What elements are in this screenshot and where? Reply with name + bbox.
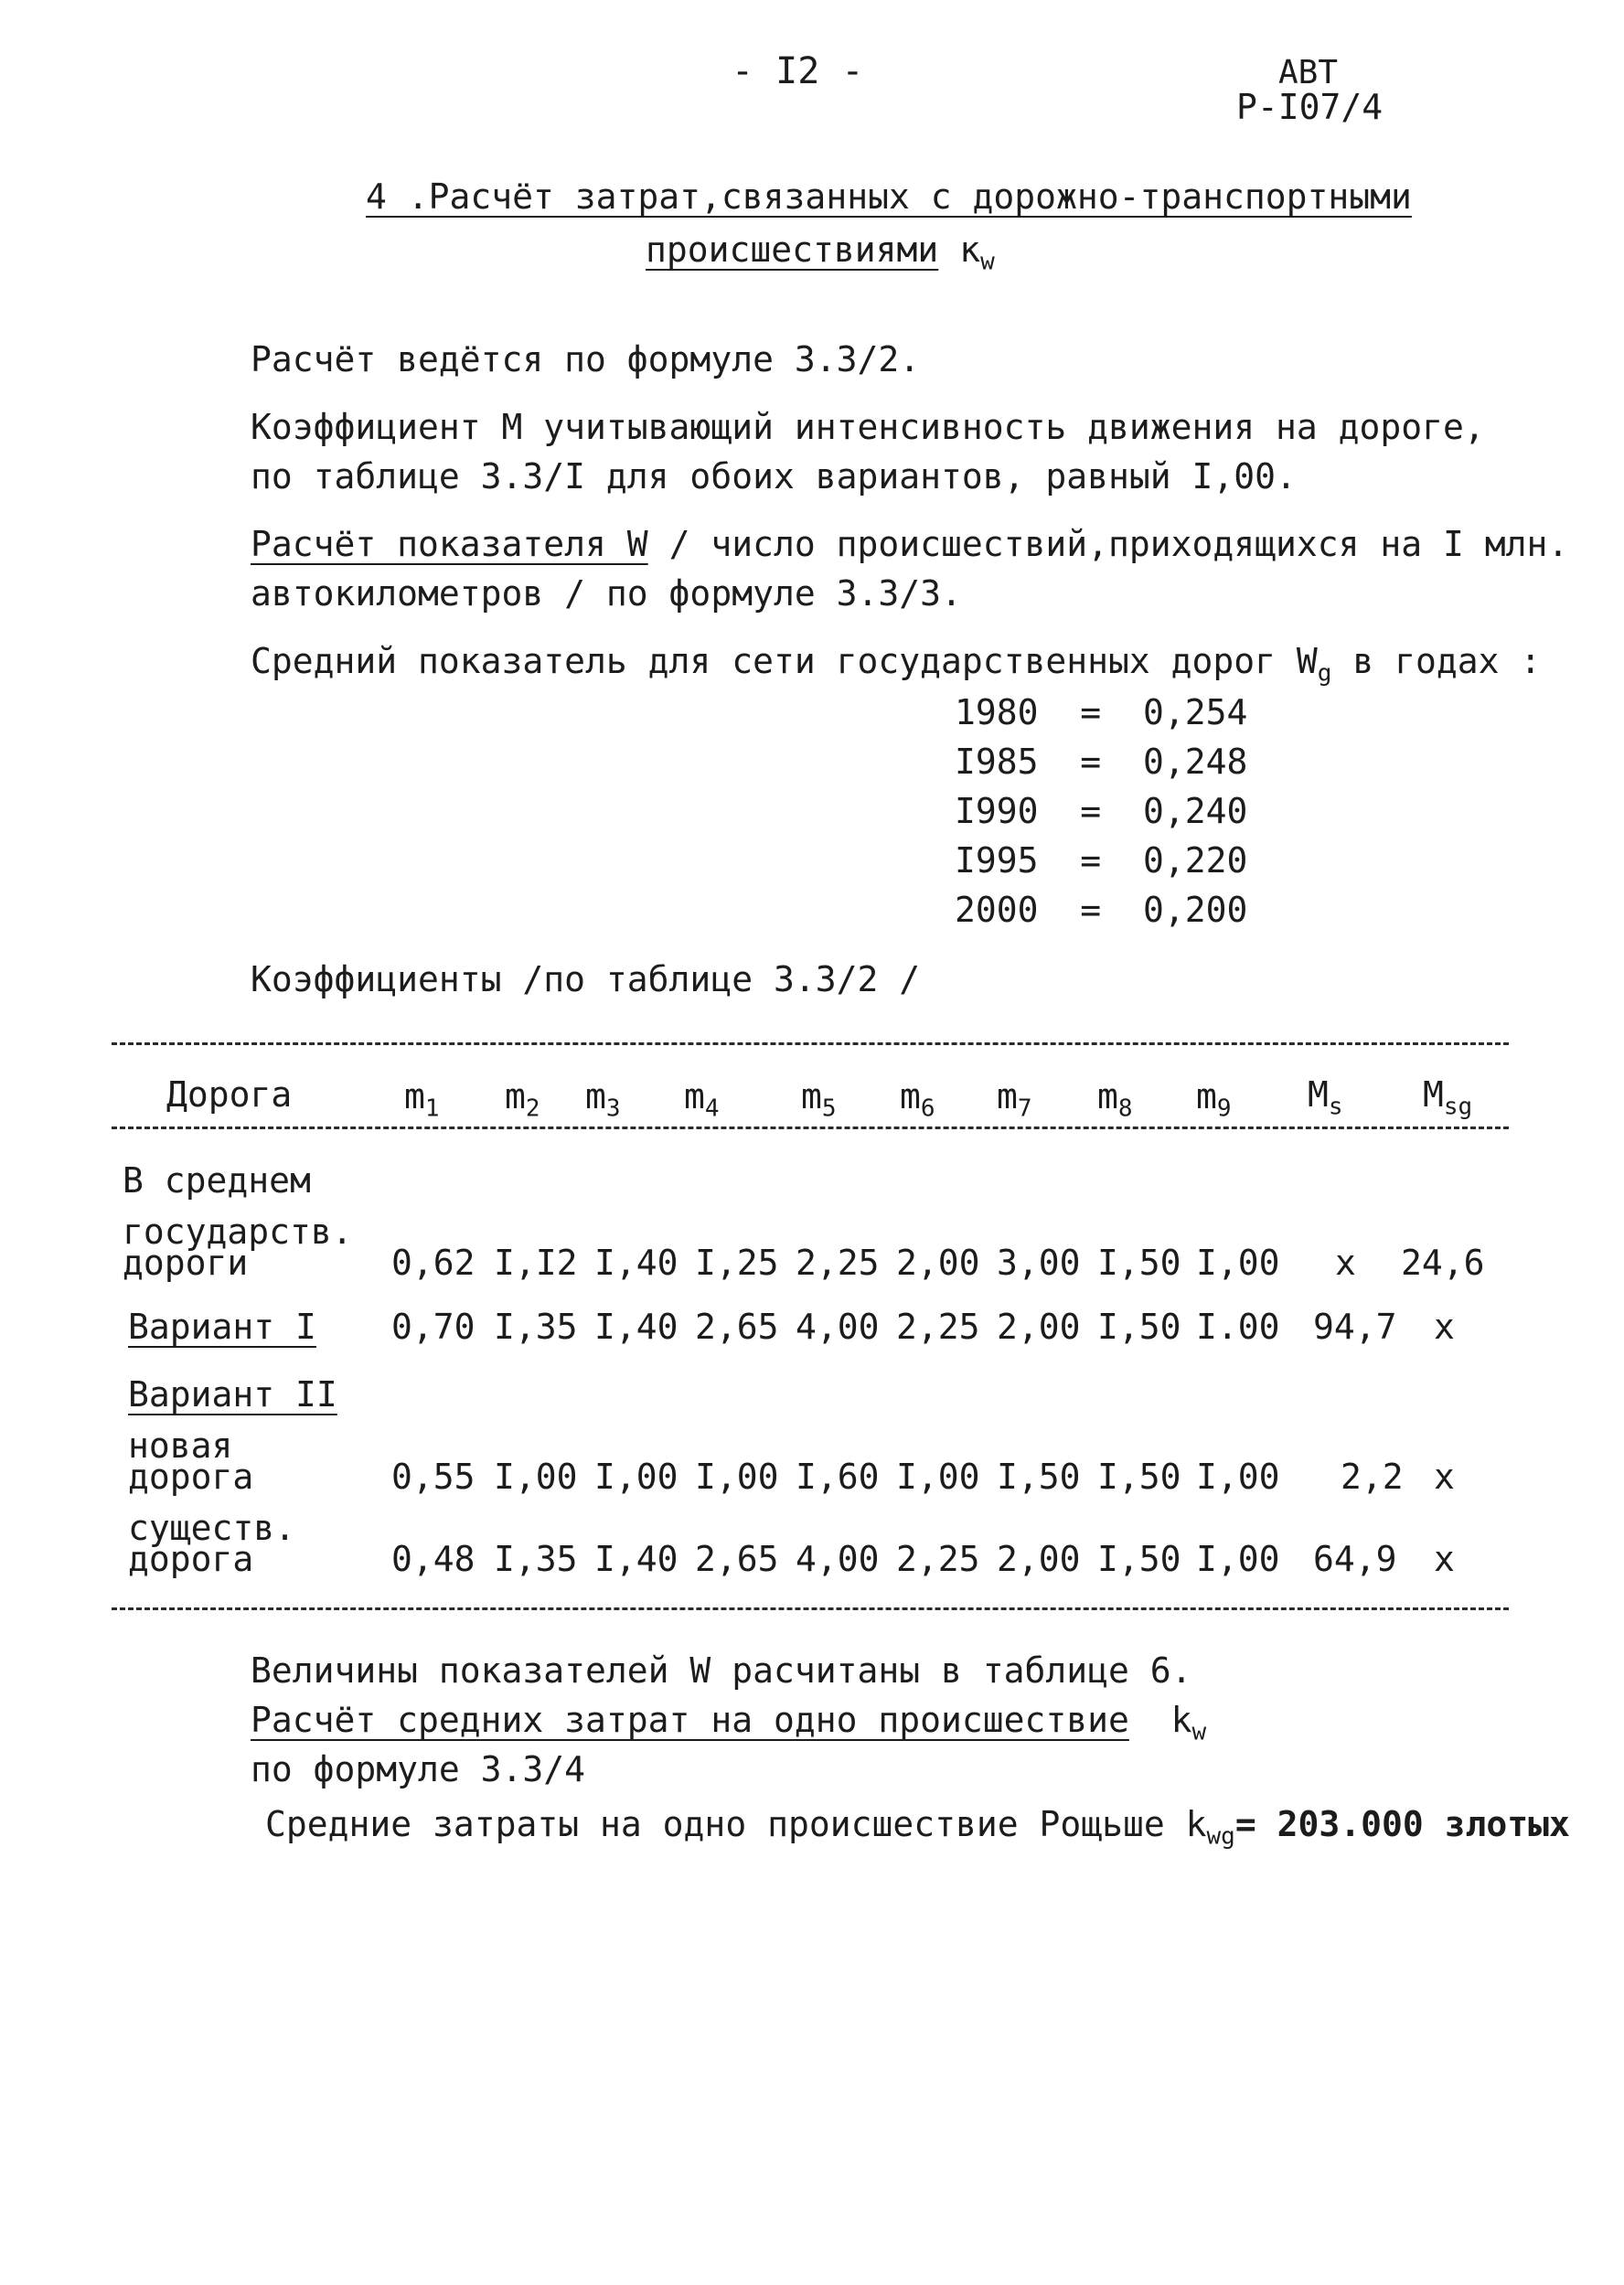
table-cell: 0,70 <box>391 1307 475 1347</box>
row-label-line: Вариант II <box>128 1374 337 1415</box>
year-row: I985 = 0,248 <box>955 742 1248 782</box>
coefficients-heading: Коэффициенты /по таблице 3.3/2 / <box>251 959 921 999</box>
header-msg: $M_{sg}$ <box>1423 1074 1473 1121</box>
section-title-line2-text: происшествиями <box>646 230 939 270</box>
row-label-line: дороги <box>123 1243 249 1283</box>
table-cell: 2,65 <box>695 1539 779 1579</box>
table-cell: I,00 <box>1196 1243 1280 1283</box>
table-cell: I,40 <box>594 1307 678 1347</box>
header-m9: $m_9$ <box>1196 1076 1232 1123</box>
page-number: - I2 - <box>732 50 864 92</box>
row-label-line: дорога <box>128 1539 254 1579</box>
table-cell: 94,7 <box>1313 1307 1397 1347</box>
table-bottom-rule <box>112 1607 1509 1610</box>
table-cell: I,40 <box>594 1243 678 1283</box>
kw-symbol: к <box>959 230 981 270</box>
table-cell: 4,00 <box>796 1307 880 1347</box>
header-ms: $M_s$ <box>1308 1074 1343 1121</box>
row-label-line: В среднем <box>123 1160 311 1201</box>
paragraph-average-indicator <box>251 641 1542 688</box>
table-cell: I,50 <box>1097 1457 1181 1497</box>
table-cell: 24,6 <box>1401 1243 1485 1283</box>
header-m1: $m_1$ <box>404 1076 440 1123</box>
average-cost-value: = 203.000 злотых <box>1234 1804 1570 1844</box>
year-row: I995 = 0,220 <box>955 840 1248 881</box>
average-indicator-end: в годах : <box>1331 641 1542 681</box>
w-description: / число происшествий,приходящихся на I млн. <box>647 524 1569 564</box>
table-cell: 3,00 <box>997 1243 1081 1283</box>
table-cell: 0,62 <box>391 1243 475 1283</box>
average-cost-sub: wg <box>1206 1822 1235 1851</box>
kw-heading-sub: w <box>1191 1718 1207 1746</box>
footer-average-cost <box>265 1804 1570 1851</box>
table-cell: I,00 <box>896 1457 980 1497</box>
table-cell: x <box>1434 1307 1455 1347</box>
table-cell: I,40 <box>594 1539 678 1579</box>
table-cell: 2,25 <box>896 1539 980 1579</box>
table-cell: 2,00 <box>997 1307 1081 1347</box>
table-header-rule <box>112 1126 1509 1129</box>
doc-code-line1: АВТ <box>1278 54 1339 91</box>
year-row: 1980 = 0,254 <box>955 692 1248 732</box>
table-cell: 2,2 <box>1341 1457 1404 1497</box>
header-m3: $m_3$ <box>585 1076 621 1123</box>
table-cell: I,00 <box>594 1457 678 1497</box>
kw-heading-symbol: k <box>1170 1700 1192 1740</box>
table-cell: 0,55 <box>391 1457 475 1497</box>
table-cell: I,50 <box>997 1457 1081 1497</box>
table-cell: I,50 <box>1097 1307 1181 1347</box>
table-cell: 0,48 <box>391 1539 475 1579</box>
wg-subscript: g <box>1317 659 1332 688</box>
footer-formula: по формуле 3.3/4 <box>251 1749 586 1789</box>
table-cell: I,25 <box>695 1243 779 1283</box>
header-m4: $m_4$ <box>684 1076 720 1123</box>
section-title-line2 <box>646 232 995 274</box>
footer-w-values: Величины показателей W расчитаны в таблице 6. <box>251 1650 1192 1691</box>
header-m5: $m_5$ <box>801 1076 837 1123</box>
paragraph-formula: Расчёт ведётся по формуле 3.3/2. <box>251 339 921 379</box>
paragraph-w-line1 <box>251 524 1569 564</box>
row-label-line: государств. <box>123 1212 353 1252</box>
header-m6: $m_6$ <box>900 1076 935 1123</box>
table-cell: 2,25 <box>896 1307 980 1347</box>
kw-heading-text: Расчёт средних затрат на одно происшествие <box>251 1700 1129 1740</box>
kw-subscript: w <box>980 248 995 276</box>
average-cost-text: Средние затраты на одно происшествие Рощьше k <box>265 1804 1207 1844</box>
table-cell: 4,00 <box>796 1539 880 1579</box>
table-cell: x <box>1335 1243 1356 1283</box>
table-cell: I,00 <box>1196 1539 1280 1579</box>
table-cell: x <box>1434 1539 1455 1579</box>
footer-kw-heading <box>251 1700 1207 1746</box>
paragraph-coefficient-line2: по таблице 3.3/I для обоих вариантов, равный I,00. <box>251 456 1297 497</box>
table-top-rule <box>112 1042 1509 1045</box>
table-cell: 2,65 <box>695 1307 779 1347</box>
table-cell: 64,9 <box>1313 1539 1397 1579</box>
row-label-line: новая <box>128 1425 233 1466</box>
table-cell: 2,25 <box>796 1243 880 1283</box>
row-label-line: Вариант I <box>128 1307 316 1347</box>
year-row: 2000 = 0,200 <box>955 890 1248 930</box>
header-m2: $m_2$ <box>505 1076 540 1123</box>
section-title-line1: 4 .Расчёт затрат,связанных с дорожно-транспортными <box>366 176 1412 217</box>
table-cell: I,35 <box>494 1539 578 1579</box>
paragraph-coefficient-line1: Коэффициент М учитывающий интенсивность движения на дороге, <box>251 407 1485 447</box>
year-row: I990 = 0,240 <box>955 791 1248 831</box>
doc-code-line2: Р-I07/4 <box>1236 87 1384 127</box>
table-cell: I.00 <box>1196 1307 1280 1347</box>
table-cell: 2,00 <box>896 1243 980 1283</box>
table-cell: I,50 <box>1097 1243 1181 1283</box>
header-road: Дорога <box>166 1074 293 1115</box>
table-cell: I,I2 <box>494 1243 578 1283</box>
paragraph-w-line2: автокилометров / по формуле 3.3/3. <box>251 573 962 614</box>
header-m8: $m_8$ <box>1097 1076 1133 1123</box>
table-cell: 2,00 <box>997 1539 1081 1579</box>
w-heading: Расчёт показателя W <box>251 524 648 564</box>
header-m7: $m_7$ <box>997 1076 1032 1123</box>
table-cell: I,35 <box>494 1307 578 1347</box>
table-cell: I,00 <box>494 1457 578 1497</box>
table-cell: I,00 <box>695 1457 779 1497</box>
table-cell: I,00 <box>1196 1457 1280 1497</box>
row-label-line: дорога <box>128 1457 254 1497</box>
table-cell: I,50 <box>1097 1539 1181 1579</box>
row-label-line: существ. <box>128 1508 296 1548</box>
average-indicator-text: Средний показатель для сети государственных дорог W <box>251 641 1318 681</box>
table-cell: x <box>1434 1457 1455 1497</box>
table-cell: I,60 <box>796 1457 880 1497</box>
